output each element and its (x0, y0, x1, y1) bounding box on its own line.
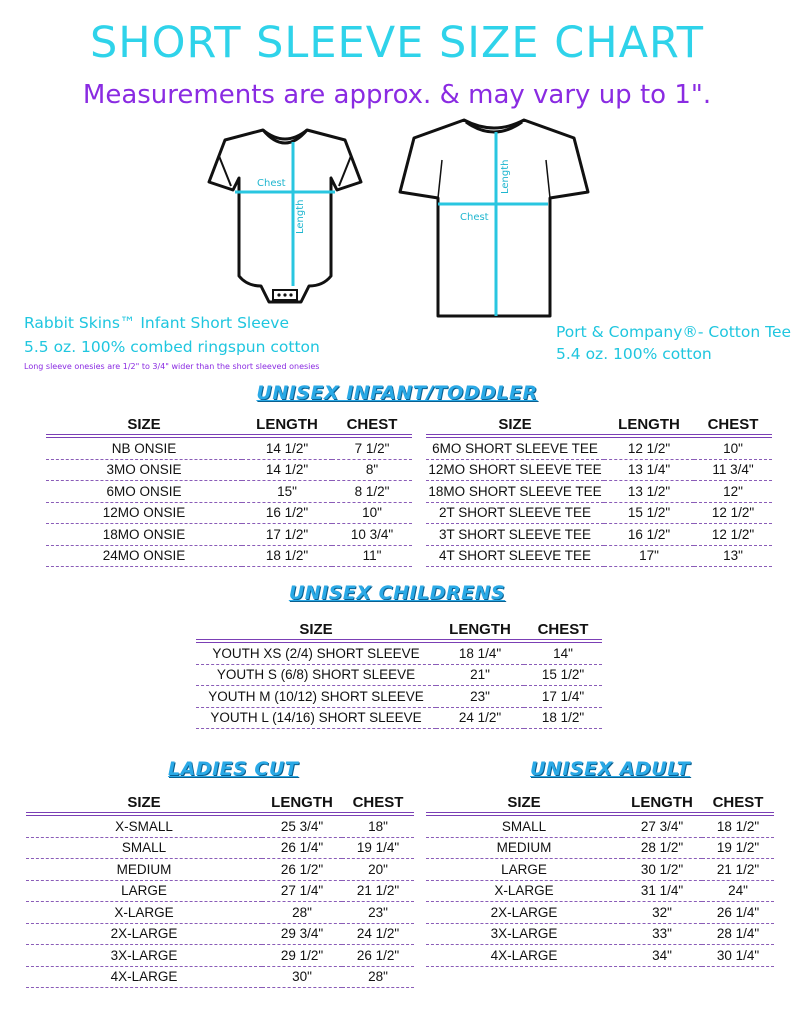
page-subtitle: Measurements are approx. & may vary up to 1". (82, 80, 712, 110)
size-cell: SMALL (26, 837, 262, 859)
table-row (426, 902, 774, 924)
section-heading-ladies: LADIES CUT (168, 758, 299, 780)
tshirt-icon (398, 116, 590, 322)
size-cell: 3X-LARGE (26, 945, 262, 967)
chest-cell: 20" (342, 859, 414, 881)
table-row (426, 459, 772, 481)
column-header-chest: CHEST (342, 792, 414, 814)
length-cell: 14 1/2" (242, 436, 332, 459)
onesie-caption-line1: Rabbit Skins™ Infant Short Sleeve (24, 314, 289, 332)
table-row (26, 966, 414, 988)
chest-cell: 17 1/4" (524, 686, 602, 708)
length-cell: 23" (436, 686, 524, 708)
column-header-length: LENGTH (604, 414, 694, 436)
table-row (46, 524, 412, 546)
size-cell: 18MO SHORT SLEEVE TEE (426, 481, 604, 503)
length-cell: 27 1/4" (262, 880, 342, 902)
chest-cell: 10" (694, 436, 772, 459)
table-row (426, 524, 772, 546)
table-row (26, 902, 414, 924)
table-row (26, 880, 414, 902)
size-cell: YOUTH XS (2/4) SHORT SLEEVE (196, 641, 436, 664)
table-row (426, 502, 772, 524)
length-cell: 25 3/4" (262, 814, 342, 837)
column-header-length: LENGTH (436, 619, 524, 641)
length-cell: 34" (622, 945, 702, 967)
table-row (426, 880, 774, 902)
column-header-chest: CHEST (332, 414, 412, 436)
table-row (196, 707, 602, 729)
table-row (426, 837, 774, 859)
chest-cell: 19 1/4" (342, 837, 414, 859)
table-row (426, 814, 774, 837)
table-row (26, 945, 414, 967)
table-row (46, 502, 412, 524)
size-cell: YOUTH L (14/16) SHORT SLEEVE (196, 707, 436, 729)
column-header-chest: CHEST (694, 414, 772, 436)
size-cell: 4T SHORT SLEEVE TEE (426, 545, 604, 567)
onesie-chest-label: Chest (257, 178, 286, 189)
chest-cell: 12 1/2" (694, 524, 772, 546)
chest-cell: 30 1/4" (702, 945, 774, 967)
table-row (46, 545, 412, 567)
chest-cell: 19 1/2" (702, 837, 774, 859)
table-row (426, 436, 772, 459)
length-cell: 26 1/2" (262, 859, 342, 881)
column-header-length: LENGTH (242, 414, 332, 436)
chest-cell: 7 1/2" (332, 436, 412, 459)
size-cell: 12MO SHORT SLEEVE TEE (426, 459, 604, 481)
size-cell: LARGE (26, 880, 262, 902)
size-cell: YOUTH S (6/8) SHORT SLEEVE (196, 664, 436, 686)
table-row (46, 459, 412, 481)
chest-cell: 12 1/2" (694, 502, 772, 524)
column-header-size: SIZE (196, 619, 436, 641)
table-row (426, 923, 774, 945)
chest-cell: 18 1/2" (702, 814, 774, 837)
length-cell: 13 1/2" (604, 481, 694, 503)
childrens-table (196, 619, 602, 729)
chest-cell: 14" (524, 641, 602, 664)
length-cell: 28" (262, 902, 342, 924)
infant-tee-table (426, 414, 772, 567)
chest-cell: 28 1/4" (702, 923, 774, 945)
size-cell: 2T SHORT SLEEVE TEE (426, 502, 604, 524)
column-header-chest: CHEST (702, 792, 774, 814)
size-cell: X-SMALL (26, 814, 262, 837)
section-heading-childrens: UNISEX CHILDRENS (288, 582, 506, 604)
size-cell: MEDIUM (26, 859, 262, 881)
length-cell: 18 1/4" (436, 641, 524, 664)
length-cell: 16 1/2" (604, 524, 694, 546)
chest-cell: 13" (694, 545, 772, 567)
tshirt-chest-label: Chest (460, 212, 489, 223)
length-cell: 21" (436, 664, 524, 686)
table-row (26, 923, 414, 945)
size-cell: 6MO ONSIE (46, 481, 242, 503)
chest-cell: 21 1/2" (702, 859, 774, 881)
size-cell: YOUTH M (10/12) SHORT SLEEVE (196, 686, 436, 708)
length-cell: 28 1/2" (622, 837, 702, 859)
chest-cell: 12" (694, 481, 772, 503)
tee-caption-line1: Port & Company®- Cotton Tee (556, 323, 792, 341)
table-row (426, 481, 772, 503)
length-cell: 15" (242, 481, 332, 503)
chest-cell: 10" (332, 502, 412, 524)
length-cell: 33" (622, 923, 702, 945)
length-cell: 12 1/2" (604, 436, 694, 459)
length-cell: 27 3/4" (622, 814, 702, 837)
chest-cell: 8 1/2" (332, 481, 412, 503)
size-cell: SMALL (426, 814, 622, 837)
column-header-size: SIZE (46, 414, 242, 436)
size-cell: MEDIUM (426, 837, 622, 859)
chest-cell: 23" (342, 902, 414, 924)
length-cell: 13 1/4" (604, 459, 694, 481)
table-row (426, 545, 772, 567)
size-cell: 2X-LARGE (26, 923, 262, 945)
size-cell: 3MO ONSIE (46, 459, 242, 481)
length-cell: 29 1/2" (262, 945, 342, 967)
length-cell: 16 1/2" (242, 502, 332, 524)
table-row (196, 641, 602, 664)
length-cell: 15 1/2" (604, 502, 694, 524)
table-row (46, 481, 412, 503)
length-cell: 14 1/2" (242, 459, 332, 481)
onesie-note: Long sleeve onesies are 1/2" to 3/4" wider than the short sleeved onesies (24, 362, 320, 371)
length-cell: 30" (262, 966, 342, 988)
size-cell: X-LARGE (26, 902, 262, 924)
length-cell: 18 1/2" (242, 545, 332, 567)
section-heading-adult: UNISEX ADULT (530, 758, 691, 780)
column-header-size: SIZE (426, 792, 622, 814)
onesie-length-label: Length (295, 199, 306, 234)
chest-cell: 18 1/2" (524, 707, 602, 729)
column-header-size: SIZE (426, 414, 604, 436)
column-header-length: LENGTH (622, 792, 702, 814)
chest-cell: 24 1/2" (342, 923, 414, 945)
size-cell: 4X-LARGE (26, 966, 262, 988)
table-row (26, 859, 414, 881)
column-header-size: SIZE (26, 792, 262, 814)
adult-table (426, 792, 774, 967)
length-cell: 17" (604, 545, 694, 567)
tee-caption-line2: 5.4 oz. 100% cotton (556, 345, 712, 363)
size-cell: 2X-LARGE (426, 902, 622, 924)
length-cell: 24 1/2" (436, 707, 524, 729)
size-cell: NB ONSIE (46, 436, 242, 459)
table-row (196, 686, 602, 708)
chest-cell: 18" (342, 814, 414, 837)
size-cell: 18MO ONSIE (46, 524, 242, 546)
table-row (26, 814, 414, 837)
chest-cell: 28" (342, 966, 414, 988)
table-row (426, 945, 774, 967)
size-cell: X-LARGE (426, 880, 622, 902)
column-header-chest: CHEST (524, 619, 602, 641)
chest-cell: 11 3/4" (694, 459, 772, 481)
chest-cell: 24" (702, 880, 774, 902)
page-title: SHORT SLEEVE SIZE CHART (89, 18, 705, 68)
size-cell: 3T SHORT SLEEVE TEE (426, 524, 604, 546)
chest-cell: 26 1/4" (702, 902, 774, 924)
chest-cell: 10 3/4" (332, 524, 412, 546)
size-cell: 3X-LARGE (426, 923, 622, 945)
size-cell: 6MO SHORT SLEEVE TEE (426, 436, 604, 459)
size-cell: 24MO ONSIE (46, 545, 242, 567)
table-row (196, 664, 602, 686)
onesie-icon (205, 126, 365, 308)
table-row (26, 837, 414, 859)
size-cell: LARGE (426, 859, 622, 881)
table-row (426, 859, 774, 881)
table-row (46, 436, 412, 459)
chest-cell: 8" (332, 459, 412, 481)
section-heading-infant: UNISEX INFANT/TODDLER (256, 382, 538, 404)
length-cell: 32" (622, 902, 702, 924)
column-header-length: LENGTH (262, 792, 342, 814)
size-cell: 12MO ONSIE (46, 502, 242, 524)
onesie-caption-line2: 5.5 oz. 100% combed ringspun cotton (24, 338, 320, 356)
length-cell: 17 1/2" (242, 524, 332, 546)
size-cell: 4X-LARGE (426, 945, 622, 967)
length-cell: 30 1/2" (622, 859, 702, 881)
length-cell: 31 1/4" (622, 880, 702, 902)
length-cell: 26 1/4" (262, 837, 342, 859)
length-cell: 29 3/4" (262, 923, 342, 945)
chest-cell: 11" (332, 545, 412, 567)
chest-cell: 21 1/2" (342, 880, 414, 902)
ladies-table (26, 792, 414, 988)
chest-cell: 26 1/2" (342, 945, 414, 967)
tshirt-length-label: Length (500, 159, 511, 194)
chest-cell: 15 1/2" (524, 664, 602, 686)
infant-onesie-table (46, 414, 412, 567)
